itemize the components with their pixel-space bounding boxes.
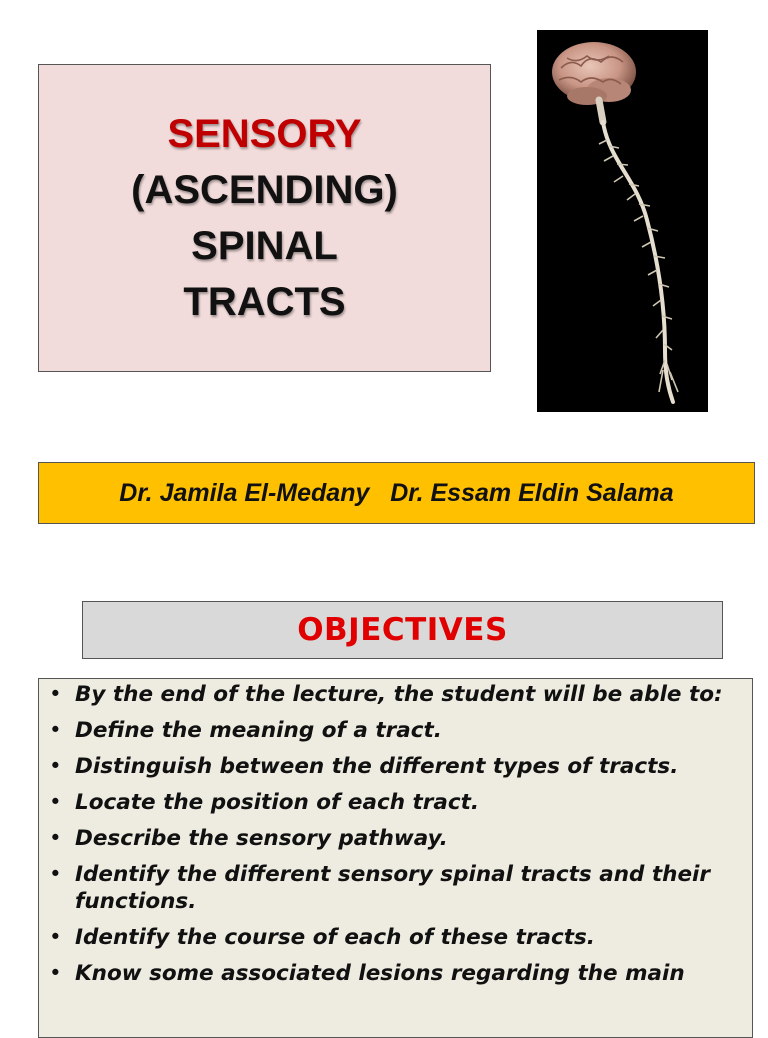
list-item: • By the end of the lecture, the student will be able to: <box>49 682 723 707</box>
objectives-heading: OBJECTIVES <box>297 612 508 648</box>
list-item: • Define the meaning of a tract. <box>49 718 442 743</box>
bullet-icon: • <box>49 682 62 707</box>
title-line-tracts: TRACTS <box>183 280 346 324</box>
objectives-list-box <box>38 678 753 1038</box>
brain-spinal-cord-image <box>537 30 708 412</box>
list-item: • Identify the different sensory spinal tracts and their functions. <box>49 862 711 914</box>
list-item: • Distinguish between the different types of tracts. <box>49 754 679 779</box>
bullet-icon: • <box>49 925 62 950</box>
objectives-heading-box <box>82 601 723 659</box>
list-item: • Know some associated lesions regarding the main <box>49 961 685 986</box>
authors-box <box>38 462 755 524</box>
bullet-icon: • <box>49 754 62 779</box>
brain-spinal-cord-icon <box>537 30 708 412</box>
bullet-icon: • <box>49 790 62 815</box>
bullet-icon: • <box>49 718 62 743</box>
objectives-list <box>45 681 742 987</box>
title-line-ascending: (ASCENDING) <box>131 168 398 212</box>
bullet-icon: • <box>49 826 62 851</box>
title-line-spinal: SPINAL <box>191 224 338 268</box>
title-line-sensory: SENSORY <box>167 112 362 156</box>
bullet-icon: • <box>49 961 62 986</box>
list-item: • Locate the position of each tract. <box>49 790 480 815</box>
list-item: • Describe the sensory pathway. <box>49 826 448 851</box>
authors-text: Dr. Jamila El-Medany Dr. Essam Eldin Salama <box>119 478 674 507</box>
list-item: • Identify the course of each of these tracts. <box>49 925 595 950</box>
title-box <box>38 64 491 372</box>
bullet-icon: • <box>49 862 62 887</box>
